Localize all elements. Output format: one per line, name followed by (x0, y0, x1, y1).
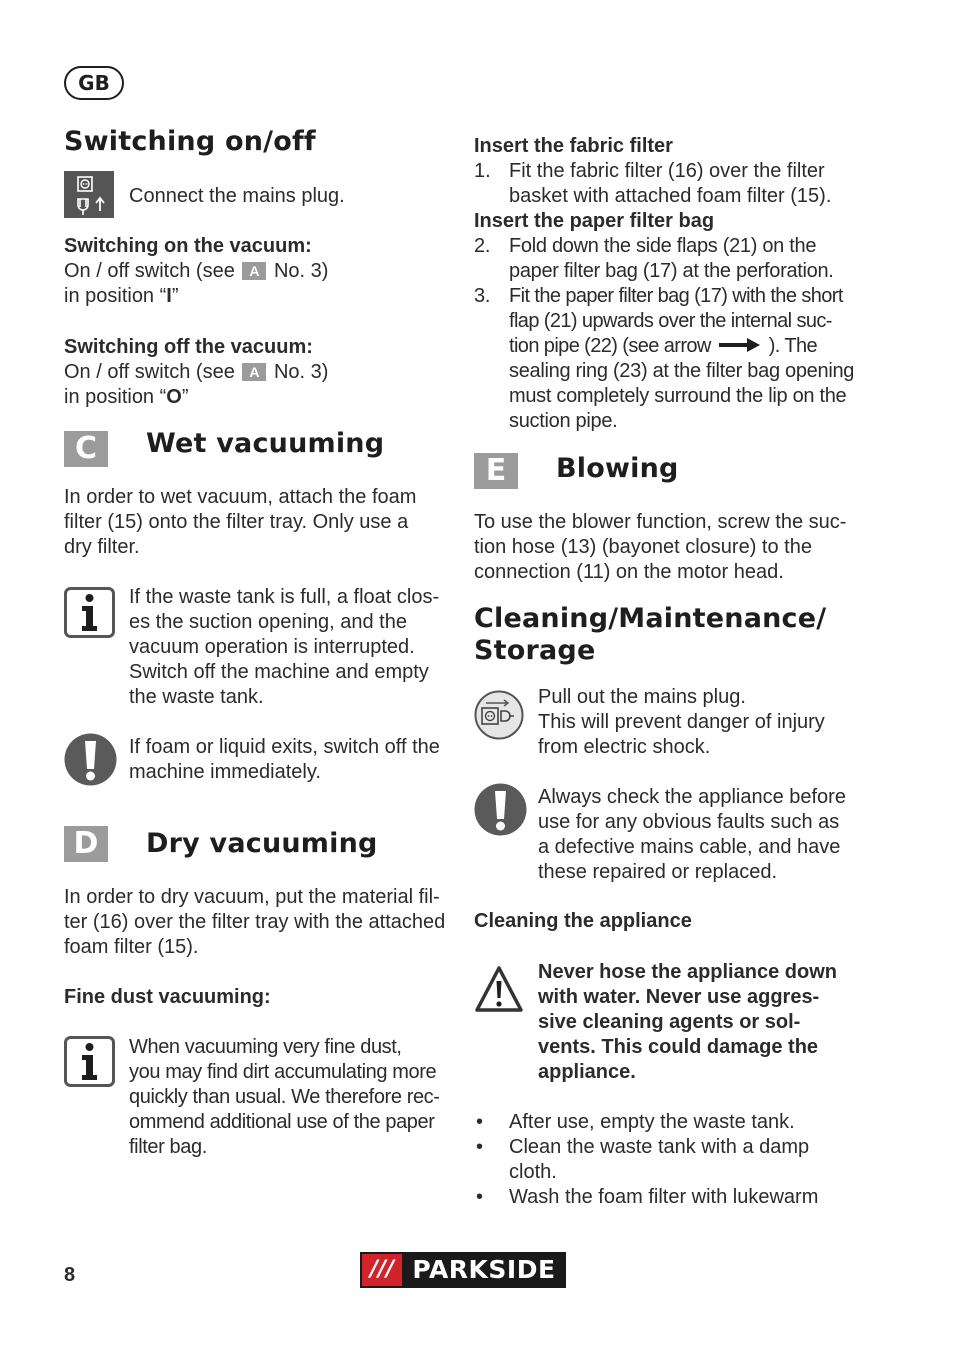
step-number: 3. (474, 285, 491, 307)
parkside-logo (360, 1252, 566, 1288)
note-line: the waste tank. (129, 686, 264, 708)
step-line: basket with attached foam filter (15). (509, 185, 832, 207)
list-item (474, 1135, 874, 1185)
note-line: use for any obvious faults such as (538, 811, 840, 833)
note-line: sive cleaning agents or sol- (538, 1011, 801, 1033)
note-line: machine immediately. (129, 761, 321, 783)
note-line: es the suction opening, and the (129, 611, 407, 633)
section-letter-d: D (64, 826, 108, 862)
blowing-body-line: tion hose (13) (bayonet closure) to the (474, 536, 812, 558)
title-line: Storage (474, 635, 596, 666)
note-line: ommend additional use of the paper (129, 1111, 435, 1133)
language-badge: GB (64, 66, 124, 100)
position-suffix: ” (181, 386, 189, 408)
unplug-note (538, 685, 825, 760)
arrow-right-icon (719, 337, 761, 353)
position-suffix: ” (171, 285, 179, 307)
position-symbol-on: I (166, 285, 172, 307)
blowing-body (474, 510, 846, 585)
dry-info-note (129, 1035, 440, 1160)
note-line: Switch off the machine and empty (129, 661, 429, 683)
step-item (474, 234, 874, 284)
section-title-blowing: Blowing (556, 453, 679, 484)
bullet-mark: • (476, 1186, 484, 1208)
position-symbol-off: O (166, 386, 182, 408)
section-title-cleaning (474, 603, 826, 667)
connect-plug-text: Connect the mains plug. (129, 185, 345, 207)
list-item (474, 1110, 874, 1135)
list-item-line: Clean the waste tank with a damp (509, 1136, 810, 1158)
step-line-text: tion pipe (22) (see arrow (509, 335, 711, 357)
list-item-line: cloth. (509, 1161, 557, 1183)
figure-a-badge: A (242, 262, 266, 280)
wet-body-line: dry filter. (64, 536, 140, 558)
note-line: from electric shock. (538, 736, 711, 758)
step-line: flap (21) upwards over the internal suc- (509, 310, 832, 332)
page-number: 8 (64, 1264, 76, 1286)
switching-off-line2 (64, 385, 189, 410)
note-line: Never hose the appliance down (538, 961, 837, 983)
section-title-switching: Switching on/off (64, 126, 316, 157)
step-line-text: ). The (768, 335, 817, 357)
step-item (474, 284, 874, 434)
section-letter-e: E (474, 453, 518, 489)
step-line: Fit the fabric filter (16) over the filter (509, 160, 825, 182)
dry-body-line: In order to dry vacuum, put the material fil- (64, 886, 440, 908)
fabric-filter-heading: Insert the fabric filter (474, 135, 673, 157)
note-line: you may find dirt accumulating more (129, 1061, 437, 1083)
cleaning-appliance-heading: Cleaning the appliance (474, 910, 692, 932)
note-line: a defective mains cable, and have (538, 836, 841, 858)
switching-off-line1-text: On / off switch (see (64, 361, 235, 383)
wet-body (64, 485, 416, 560)
note-line: vacuum operation is interrupted. (129, 636, 415, 658)
step-number: 1. (474, 160, 491, 182)
note-line: If foam or liquid exits, switch off the (129, 736, 440, 758)
step-line: paper filter bag (17) at the perforation. (509, 260, 834, 282)
caution-triangle-icon (474, 965, 524, 1013)
paper-bag-heading: Insert the paper filter bag (474, 210, 715, 232)
note-line: Pull out the mains plug. (538, 686, 746, 708)
step-line: sealing ring (23) at the filter bag opening (509, 360, 855, 382)
wet-info-note (129, 585, 439, 710)
list-item (474, 1185, 874, 1210)
logo-text: PARKSIDE (412, 1255, 556, 1284)
section-letter-c: C (64, 431, 108, 467)
switching-off-line1-suffix: No. 3) (273, 361, 329, 383)
warning-exclamation-icon (474, 783, 527, 836)
fine-dust-heading: Fine dust vacuuming: (64, 986, 271, 1008)
step-line: must completely surround the lip on the (509, 385, 847, 407)
switching-on-heading: Switching on the vacuum: (64, 235, 312, 257)
note-line: quickly than usual. We therefore rec- (129, 1086, 440, 1108)
section-title-wet: Wet vacuuming (146, 428, 385, 459)
note-line: vents. This could damage the (538, 1036, 819, 1058)
position-prefix: in position “ (64, 285, 167, 307)
blowing-body-line: connection (11) on the motor head. (474, 561, 784, 583)
warning-exclamation-icon (64, 733, 117, 786)
note-line: with water. Never use aggres- (538, 986, 820, 1008)
switching-off-heading: Switching off the vacuum: (64, 336, 313, 358)
note-line: these repaired or replaced. (538, 861, 778, 883)
info-icon (64, 587, 115, 638)
plug-in-icon (64, 171, 114, 218)
switching-on-line1-text: On / off switch (see (64, 260, 235, 282)
dry-body-line: foam filter (15). (64, 936, 199, 958)
dry-body-line: ter (16) over the filter tray with the attached (64, 911, 446, 933)
list-item-line: After use, empty the waste tank. (509, 1111, 795, 1133)
step-line-with-arrow (509, 334, 874, 359)
caution-note (538, 960, 837, 1085)
note-line: If the waste tank is full, a float clos- (129, 586, 440, 608)
wet-warning-note (129, 735, 440, 785)
bullet-mark: • (476, 1136, 484, 1158)
unplug-icon (474, 690, 524, 740)
note-line: This will prevent danger of injury (538, 711, 825, 733)
switching-on-line1-suffix: No. 3) (273, 260, 329, 282)
figure-a-badge: A (242, 363, 266, 381)
wet-body-line: filter (15) onto the filter tray. Only use a (64, 511, 409, 533)
dry-body (64, 885, 445, 960)
note-line: When vacuuming very fine dust, (129, 1036, 402, 1058)
note-line: Always check the appliance before (538, 786, 846, 808)
switching-on-line2 (64, 284, 179, 309)
blowing-body-line: To use the blower function, screw the suc- (474, 511, 847, 533)
bullet-mark: • (476, 1111, 484, 1133)
switching-on-line1 (64, 259, 328, 284)
list-item-line: Wash the foam filter with lukewarm (509, 1186, 819, 1208)
fabric-steps (474, 159, 874, 209)
step-line: suction pipe. (509, 410, 618, 432)
logo-stripes: /// (362, 1254, 402, 1286)
step-line: Fit the paper filter bag (17) with the short (509, 285, 843, 307)
wet-body-line: In order to wet vacuum, attach the foam (64, 486, 417, 508)
section-title-dry: Dry vacuuming (146, 828, 378, 859)
step-line: Fold down the side flaps (21) on the (509, 235, 817, 257)
position-prefix: in position “ (64, 386, 167, 408)
paper-steps (474, 234, 874, 434)
inspection-warning-note (538, 785, 846, 885)
cleaning-bullet-list (474, 1110, 874, 1210)
title-line: Cleaning/Maintenance/ (474, 603, 827, 634)
switching-off-line1 (64, 360, 328, 385)
step-number: 2. (474, 235, 491, 257)
note-line: appliance. (538, 1061, 636, 1083)
note-line: filter bag. (129, 1136, 207, 1158)
step-item (474, 159, 874, 209)
info-icon (64, 1036, 115, 1087)
